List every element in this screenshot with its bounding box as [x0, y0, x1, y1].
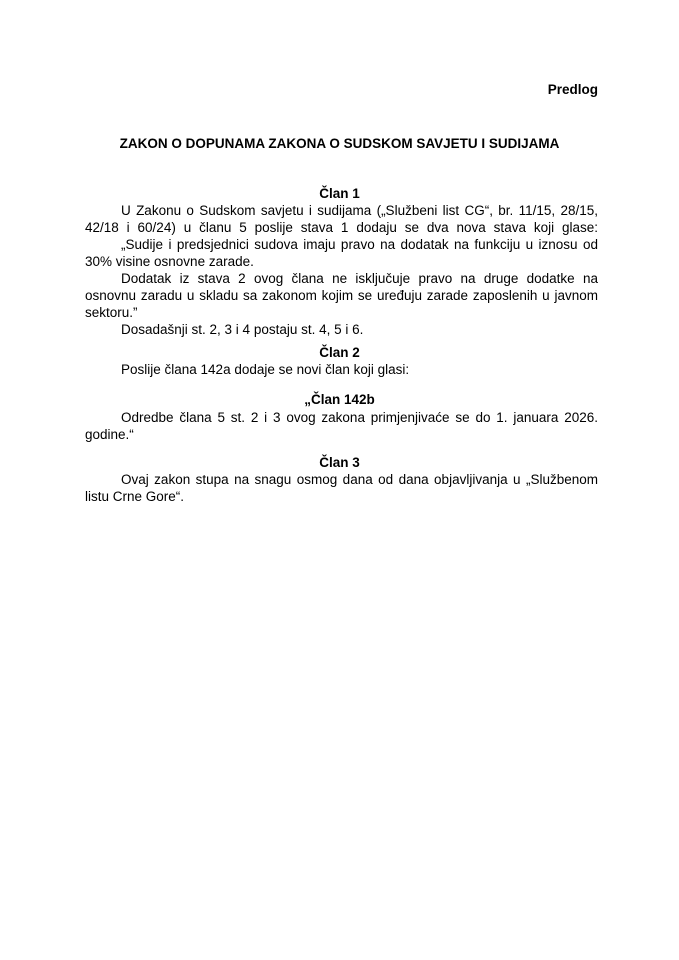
article-1-line-5: Dodatak iz stava 2 ovog člana ne isključuje pravo na druge dodatke na: [121, 271, 598, 286]
article-142b-heading: „Član 142b: [304, 392, 375, 407]
document-title: ZAKON O DOPUNAMA ZAKONA O SUDSKOM SAVJETU I SUDIJAMA: [119, 136, 560, 151]
document-label: Predlog: [547, 82, 598, 97]
article-1-line-1: U Zakonu o Sudskom savjetu i sudijama („Službeni list CG“, br. 11/15, 28/15,: [121, 203, 598, 218]
article-2-line-1: Poslije člana 142a dodaje se novi član koji glasi:: [121, 362, 410, 377]
article-2-heading: Član 2: [319, 345, 360, 360]
article-142b-line-1: Odredbe člana 5 st. 2 i 3 ovog zakona primjenjivaće se do 1. januara 2026.: [121, 410, 598, 425]
article-1-line-7: sektoru.”: [85, 305, 138, 320]
article-3-line-2: listu Crne Gore“.: [85, 489, 185, 504]
article-1-heading: Član 1: [319, 186, 360, 201]
article-3-body: [85, 471, 598, 505]
article-1-line-3: „Sudije i predsjednici sudova imaju pravo na dodatak na funkciju u iznosu od: [121, 237, 598, 252]
article-1-line-8: Dosadašnji st. 2, 3 i 4 postaju st. 4, 5 i 6.: [121, 322, 364, 337]
article-3-line-1: Ovaj zakon stupa na snagu osmog dana od dana objavljivanja u „Službenom: [121, 472, 598, 487]
article-142b-line-2: godine.“: [85, 427, 134, 442]
article-2-body: [85, 361, 598, 378]
article-142b-body: [85, 409, 598, 443]
article-1-line-2: 42/18 i 60/24) u članu 5 poslije stava 1 dodaju se dva nova stava koji glase:: [85, 220, 598, 235]
article-3-heading: Član 3: [319, 455, 360, 470]
article-1-line-6: osnovnu zaradu u skladu sa zakonom kojim se uređuju zarade zaposlenih u javnom: [85, 288, 598, 303]
article-1-body: [85, 202, 598, 338]
article-1-line-4: 30% visine osnovne zarade.: [85, 254, 254, 269]
